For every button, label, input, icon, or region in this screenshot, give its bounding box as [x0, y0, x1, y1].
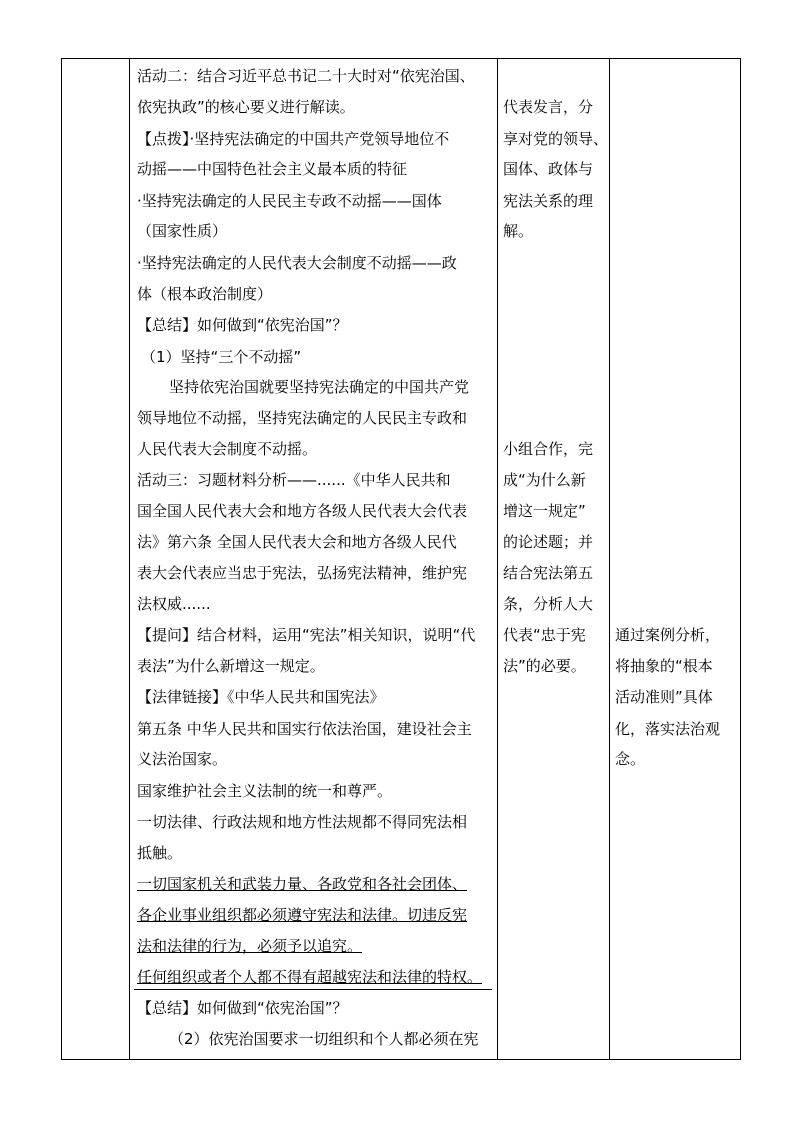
- content-line: （2）依宪治国要求一切组织和个人都必须在宪: [169, 1030, 479, 1048]
- student-activity-line: 小组合作，完: [503, 440, 594, 458]
- content-line: 国家维护社会主义法制的统一和尊严。: [137, 782, 393, 800]
- content-line: （国家性质）: [137, 222, 228, 240]
- content-line: 活动二：结合习近平总书记二十大时对“依宪治国、: [137, 67, 475, 85]
- student-activity-line: 解。: [503, 222, 534, 240]
- content-line-underlined: 法和法律的行为，必须予以追究。: [137, 937, 363, 955]
- student-activity-line: 增这一规定”: [503, 502, 586, 520]
- content-line: 国全国人民代表大会和地方各级人民代表大会代表: [137, 502, 468, 520]
- content-line: （1）坚持“三个不动摇”: [141, 348, 302, 366]
- content-line: 第五条 中华人民共和国实行依法治国，建设社会主: [137, 720, 472, 738]
- content-line: 义法治国家。: [137, 750, 228, 768]
- content-line: 表大会代表应当忠于宪法，弘扬宪法精神，维护宪: [137, 564, 468, 582]
- content-line: 依宪执政”的核心要义进行解读。: [137, 98, 355, 116]
- design-intent-line: 念。: [615, 750, 646, 768]
- content-line: 【总结】如何做到“依宪治国”？: [137, 999, 348, 1017]
- content-line: ·坚持宪法确定的人民代表大会制度不动摇——政: [137, 254, 457, 272]
- content-line: 动摇——中国特色社会主义最本质的特征: [137, 160, 408, 178]
- lesson-plan-table: [61, 58, 741, 1060]
- content-line: 活动三：习题材料分析——......《中华人民共和: [137, 471, 451, 489]
- content-line: 法》第六条 全国人民代表大会和地方各级人民代: [137, 533, 457, 551]
- divider-line: [134, 989, 492, 990]
- content-line: 表法”为什么新增这一规定。: [137, 657, 325, 675]
- student-activity-line: 享对党的领导、: [503, 130, 609, 148]
- design-intent-cell: [610, 59, 741, 1060]
- empty-left-column: [62, 59, 130, 1060]
- content-line: 人民代表大会制度不动摇。: [137, 440, 318, 458]
- design-intent-line: 通过案例分析，: [615, 626, 721, 644]
- content-line: 【总结】如何做到“依宪治国”？: [137, 316, 348, 334]
- teaching-content-cell: [130, 59, 498, 1060]
- student-activity-line: 代表发言，分: [503, 98, 594, 116]
- content-line: 领导地位不动摇，坚持宪法确定的人民民主专政和: [137, 409, 468, 427]
- design-intent-line: 将抽象的“根本: [615, 657, 713, 675]
- design-intent-line: 活动准则”具体: [615, 688, 713, 706]
- student-activity-line: 代表“忠于宪: [503, 626, 586, 644]
- content-line-underlined: 任何组织或者个人都不得有超越宪法和法律的特权。: [137, 968, 483, 986]
- content-line: 抵触。: [137, 844, 183, 862]
- content-line: 体（根本政治制度）: [137, 285, 273, 303]
- content-line-underlined: 一切国家机关和武装力量、各政党和各社会团体、: [137, 875, 468, 893]
- content-line: ·坚持宪法确定的人民民主专政不动摇——国体: [137, 192, 442, 210]
- student-activity-line: 宪法关系的理: [503, 192, 594, 210]
- student-activity-line: 条，分析人大: [503, 595, 594, 613]
- student-activity-line: 国体、政体与: [503, 160, 594, 178]
- student-activity-cell: [498, 59, 610, 1060]
- content-line: 【点拨】·坚持宪法确定的中国共产党领导地位不: [137, 130, 450, 148]
- content-line-underlined: 各企业事业组织都必须遵守宪法和法律。切违反宪: [137, 906, 468, 924]
- student-activity-line: 结合宪法第五: [503, 564, 594, 582]
- content-line: 一切法律、行政法规和地方性法规都不得同宪法相: [137, 813, 468, 831]
- student-activity-line: 成“为什么新: [503, 471, 586, 489]
- content-line: 坚持依宪治国就要坚持宪法确定的中国共产党: [169, 378, 470, 396]
- content-line: 【提问】结合材料，运用“宪法”相关知识，说明“代: [137, 626, 476, 644]
- content-line: 【法律链接】《中华人民共和国宪法》: [137, 688, 385, 706]
- student-activity-line: 法”的必要。: [503, 657, 586, 675]
- design-intent-line: 化，落实法治观: [615, 720, 721, 738]
- student-activity-line: 的论述题；并: [503, 533, 594, 551]
- content-line: 法权威......: [137, 595, 211, 613]
